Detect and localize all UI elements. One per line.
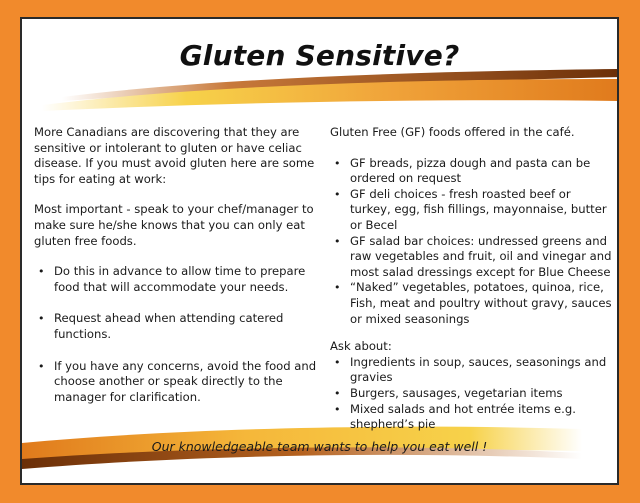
list-item: • If you have any concerns, avoid the food and choose another or speak directly to the manager for clarification. <box>38 358 317 404</box>
list-item: • Burgers, sausages, vegetarian items <box>334 385 563 400</box>
list-item: • Do this in advance to allow time to prepare food that will accommodate your needs. <box>38 264 306 294</box>
list-item: • “Naked” vegetables, potatoes, quinoa, rice, Fish, meat and poultry without gravy, sauces or mixed seasonings <box>334 280 612 326</box>
tips-list <box>34 264 324 405</box>
list-item: • Ingredients in soup, sauces, seasonings and gravies <box>334 354 607 385</box>
important-paragraph: Most important - speak to your chef/manager to make sure he/she knows that you can only eat gluten free foods. <box>34 202 314 248</box>
bullet-icon: • <box>334 402 341 416</box>
ask-heading: Ask about: <box>330 339 392 354</box>
info-card <box>20 17 619 485</box>
list-item: • Mixed salads and hot entrée items e.g. shepherd’s pie <box>334 401 576 432</box>
bullet-icon: • <box>334 234 341 248</box>
list-item: • GF breads, pizza dough and pasta can be ordered on request <box>334 155 591 186</box>
intro-paragraph: More Canadians are discovering that they are sensitive or intolerant to gluten or have celiac disease. If you must avoid gluten here are some tips for eating at work: <box>34 125 315 186</box>
bullet-icon: • <box>334 355 341 369</box>
list-item: • Request ahead when attending catered functions. <box>38 311 284 341</box>
bullet-icon: • <box>38 312 45 326</box>
right-column <box>330 125 612 433</box>
bullet-icon: • <box>38 265 45 279</box>
left-column <box>34 125 324 421</box>
bullet-icon: • <box>334 386 341 400</box>
gf-foods-list <box>330 156 612 328</box>
bullet-icon: • <box>334 187 341 201</box>
bullet-icon: • <box>38 359 45 373</box>
bullet-icon: • <box>334 281 341 295</box>
bullet-icon: • <box>334 156 341 170</box>
ask-list <box>330 355 612 433</box>
page-title: Gluten Sensitive? <box>179 39 460 72</box>
gf-heading: Gluten Free (GF) foods offered in the café. <box>330 125 575 139</box>
footer-tagline: Our knowledgeable team wants to help you eat well ! <box>151 439 488 454</box>
list-item: • GF salad bar choices: undressed greens and raw vegetables and fruit, oil and vinegar and most salad dressings except for Blue Cheese <box>334 233 612 279</box>
list-item: • GF deli choices - fresh roasted beef or turkey, egg, fish fillings, mayonnaise, butter or Becel <box>334 186 607 232</box>
